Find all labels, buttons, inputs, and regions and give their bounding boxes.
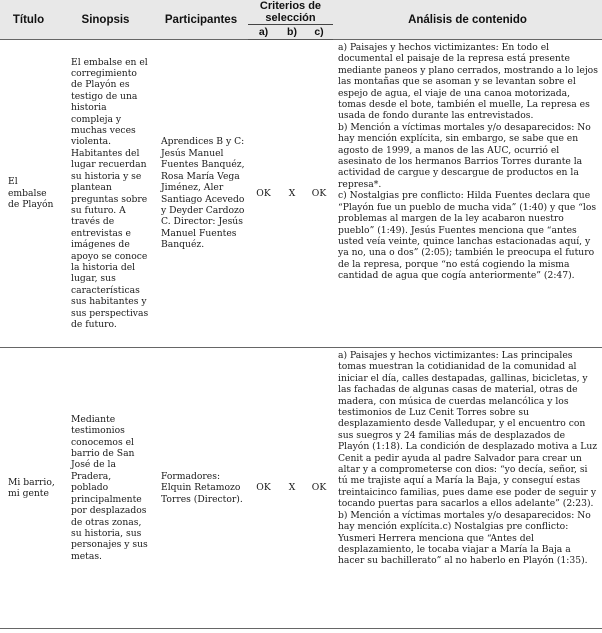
- row-criterion-a: OK: [256, 187, 271, 199]
- table-row: [0, 40, 602, 348]
- analysis-paragraph: a) Paisajes y hechos victimizantes: Las principales tomas muestran la cotidianidad de la comunidad al iniciar el día, calles destapadas, gallinas, bicicletas, y las fachadas de algunas casas de material, otras de madera, con música de cuerdas melancólica y los testimonios de Luz Cenit Torres sobre su desplazamiento desde Valledupar, y el encuentro con sus suegros y 24 familias más de desplazados de Playón (1:18). La condición de desplazado motiva a Luz Cenit a pedir ayuda al padre Salvador para crear un altar y a comprometerse con dios: “yo decía, señor, si tú me trajiste aquí a María la Baja, y conseguí estas treintaicinco familias, pues dame ese poder de seguir y tocando puertas para sacarlos a ellos adelante” (2:23).: [338, 350, 598, 510]
- row-criterion-b: X: [288, 187, 296, 199]
- row-synopsis: El embalse en el corregimiento de Playón es testigo de una historia compleja y muchas veces violenta. Habitantes del lugar recuerdan su historia y se plantean preguntas sobre su futuro. A través de entrevistas e imágenes de apoyo se conoce la historia del lugar, sus características sus habitantes y sus perspectivas de futuro.: [71, 56, 149, 330]
- row-synopsis: Mediante testimonios conocemos el barrio de San José de la Pradera, poblado principalmente por desplazados de otras zonas, su historia, sus personajes y sus metas.: [71, 413, 148, 562]
- row-title: El embalse de Playón: [8, 176, 54, 211]
- row-criterion-a: OK: [256, 482, 271, 494]
- table-row: [0, 348, 602, 629]
- header-row: [0, 0, 602, 25]
- row-criterion-c: OK: [311, 482, 327, 494]
- analysis-paragraph: a) Paisajes y hechos victimizantes: En todo el documental el paisaje de la represa está presente mediante paneos y plano cerrados, mostrando a lo lejos las montañas que se asoman y se levantan sobre el espejo de agua, el viaje de una canoa motorizada, tomas desde el bote, también el muelle, La represa es usada de fondo durante las entrevistados.: [338, 42, 598, 122]
- header-analisis: Análisis de contenido: [333, 0, 602, 40]
- analysis-paragraph: c) Nostalgias pre conflicto: Hilda Fuentes declara que “Playón fue un pueblo de mucha vida” (1:40) y que “los problemas al margen de la ley acabaron nuestro pueblo” (1:49). Jesús Fuentes menciona que “antes usted veía veinte, quince lanchas estacionadas aquí, y ya no, una o dos” (2:05); también le preocupa el futuro de la represa, porque “no está cogiendo la misma cantidad de agua que cogía anteriormente” (2:47).: [338, 190, 597, 282]
- header-criterio-b: b): [279, 25, 305, 40]
- header-criterios: Criterios de selección: [248, 0, 333, 25]
- row-analysis: [333, 348, 602, 629]
- analysis-paragraph: b) Mención a víctimas mortales y/o desaparecidos: No hay mención explícita, sin embargo, se sabe que en agosto de 1999, a manos de las AUC, ocurrió el asesinato de los hermanos Barrios Torres durante la actividad de cargue y descargue de productos en la represa*.: [338, 121, 591, 190]
- header-titulo: Título: [0, 0, 57, 40]
- row-analysis: [333, 40, 602, 348]
- header-criterio-c: c): [305, 25, 333, 40]
- header-sinopsis: Sinopsis: [57, 0, 154, 40]
- header-participantes: Participantes: [154, 0, 248, 40]
- row-participants: Formadores: Elquin Retamozo Torres (Director).: [161, 470, 243, 505]
- analysis-paragraph: b) Mención a víctimas mortales y/o desaparecidos: No hay mención explícita.c) Nostalgias pre conflicto: Yusmeri Herrera menciona que “Antes del desplazamiento, le tocaba viajar a María la Baja a hacer su bachillerato” al no haberlo en Playón (1:35).: [338, 509, 591, 567]
- row-participants: Aprendices B y C: Jesús Manuel Fuentes Banquéz, Rosa María Vega Jiménez, Aler Santiago Acevedo y Deyder Cardozo C. Director: Jesús Manuel Fuentes Banquéz.: [161, 136, 245, 251]
- header-criterio-a: a): [248, 25, 279, 40]
- row-criterion-b: X: [288, 482, 296, 494]
- row-title: Mi barrio, mi gente: [8, 476, 55, 499]
- row-criterion-c: OK: [311, 187, 327, 199]
